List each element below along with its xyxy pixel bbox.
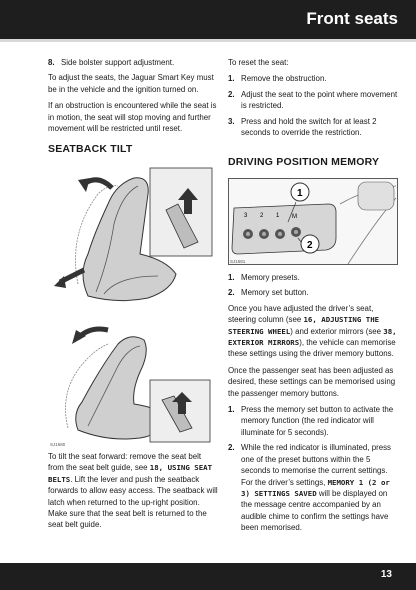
text-run: ), the vehicle can memorise these settings using the driver memory buttons. [228, 338, 396, 359]
list-item-number: 2. [228, 443, 235, 453]
right-column-top [228, 57, 398, 142]
section-heading-seatback-tilt: SEATBACK TILT [48, 143, 133, 155]
text-run: While the red indicator is illuminated, press one of the preset buttons within the 5 seconds to memorise the current settings. For the driver’s settings, [241, 443, 391, 487]
list-item-text: Memory presets. [241, 273, 300, 282]
preset-button-label: 3 [244, 213, 248, 219]
text-run: will be displayed on the message centre accompanied by an audible chime to confirm the settings have been memorised. [241, 488, 389, 533]
page-number: 13 [380, 569, 392, 580]
message-text: MEMORY 1 (2 or 3) SETTINGS SAVED [241, 477, 390, 498]
seatback-tilt-illustration-forward [48, 318, 216, 444]
list-item-number: 8. [48, 58, 55, 67]
cross-reference-exterior-mirrors[interactable]: 38, EXTERIOR MIRRORS [228, 326, 397, 348]
text-run: ) and exterior mirrors (see [290, 326, 382, 336]
list-item [228, 73, 398, 84]
memory-buttons-illustration [228, 178, 398, 265]
list-item [228, 287, 398, 298]
list-item [228, 89, 398, 112]
figure-code: SJ1681 [230, 259, 246, 264]
list-item-number: 1. [228, 74, 235, 84]
text-run: . Lift the lever and push the seatback forwards to allow easy access. The seatback will latch when returned to the up-right position. Make sure that the seat belt is returned to the seat belt guide. [48, 474, 218, 530]
list-item-number: 2. [228, 288, 235, 298]
list-item [48, 57, 218, 68]
list-item-number: 2. [228, 89, 235, 99]
figure-code: SJ1680 [50, 442, 66, 447]
callout-1: 1 [297, 188, 303, 199]
list-item-text: Press and hold the switch for at least 2 seconds to override the restriction. [241, 116, 377, 138]
right-column-bottom [228, 272, 398, 538]
list-item-number: 1. [228, 405, 235, 415]
list-item-text: Side bolster support adjustment. [61, 58, 175, 67]
paragraph-obstruction: If an obstruction is encountered while the seat is in motion, the seat will stop moving and further movement will be restricted until reset. [48, 101, 217, 134]
page-title: Front seats [306, 9, 398, 28]
text-run: Once you have adjusted the driver’s seat, steering column (see [228, 303, 374, 325]
list-item-text: Adjust the seat to the point where movement is restricted. [241, 89, 398, 111]
paragraph-passenger-memory: Once the passenger seat has been adjusted as desired, these settings can be memorised using the passenger memory buttons. [228, 365, 396, 398]
list-item-number: 3. [228, 116, 235, 126]
list-item-text: Remove the obstruction. [241, 74, 327, 84]
page-header [0, 0, 416, 42]
list-item-number: 1. [228, 273, 235, 282]
left-column-bottom [48, 451, 218, 536]
left-column-top [48, 57, 218, 139]
text-run: To tilt the seat forward: remove the seat belt from the seat belt guide, see [48, 452, 202, 473]
list-item-text: Memory set button. [241, 288, 309, 298]
section-heading-driving-position-memory: DRIVING POSITION MEMORY [228, 156, 380, 168]
list-item [228, 116, 398, 139]
paragraph-driver-memory [228, 303, 398, 360]
cross-reference-seat-belts[interactable]: 18, USING SEAT BELTS [48, 463, 213, 484]
paragraph-smart-key: To adjust the seats, the Jaguar Smart Key must be in the vehicle and the ignition turned on. [48, 73, 214, 94]
callout-2: 2 [307, 240, 313, 251]
preset-button-label: 1 [276, 213, 280, 219]
header-rule [0, 39, 416, 42]
seatback-tilt-illustration-upright [48, 164, 216, 312]
list-item [228, 442, 398, 533]
cross-reference-steering-wheel[interactable]: 16, ADJUSTING THE STEERING WHEEL [228, 315, 380, 336]
list-item-text [241, 442, 398, 533]
list-item [228, 404, 398, 438]
list-item [228, 272, 398, 283]
paragraph-tilt-forward [48, 451, 218, 531]
memory-set-button-label: M [292, 214, 297, 220]
preset-button-label: 2 [260, 213, 264, 219]
page-footer [0, 563, 416, 590]
list-item-text: Press the memory set button to activate the memory function (the red indicator will illuminate for 5 seconds). [241, 405, 394, 437]
paragraph-reset-intro: To reset the seat: [228, 58, 289, 67]
